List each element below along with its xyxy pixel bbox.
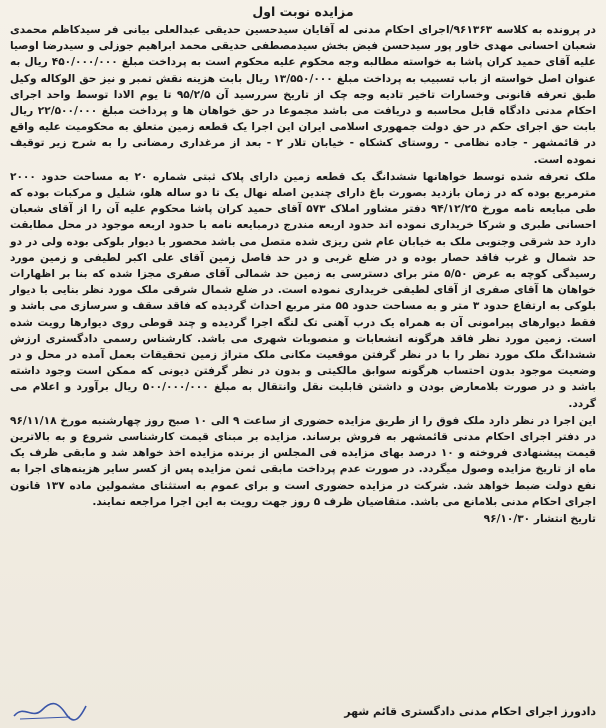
notice-paragraph-case: در پرونده به کلاسه ۹۶۱۳۶۳/اجرای احکام مدنی له آقایان سیدحسین حدیقی عبدالعلی بیانی فر سیدکاظم محمدی شعبان احسانی مهدی خاور پور سیدحسن فیض بخش سیدمصطفی حدیقی محمد ابراهیم جوزلی و سیدرضا اوصیا علیه آقای حمید کران پاشا به خواسته مطالبه وجه محکوم علیه محکوم است به پرداخت مبلغ ۴۵۰/۰۰۰/۰۰۰ ریال به عنوان اصل خواسته از باب تسبیب به پرداخت مبلغ ۱۳/۵۵۰/۰۰۰ ریال بابت هزینه نقش تمبر و نیز حق الوکاله وکیل طبق تعرفه قانونی وخسارات تاخیر تادیه وجه چک از تاریخ سررسید آن ۹۵/۲/۵ تا یوم الادا توسط واحد اجرای احکام مدنی دادگاه قابل محاسبه و دریافت می باشد مجموعا در حق خواهان ها و پرداخت مبلغ ۲۲/۵۰۰/۰۰۰ ریال بابت حق اجرای حکم در حق دولت جمهوری اسلامی ایران این اجرا یک قطعه زمین متعلق به محکومیت علیه واقع در قائمشهر - جاده نظامی - روستای کشکاه - خیابان تلار ۲ - بعد از مرغداری رمضانی را به شرح زیر توقیف نموده است.: [10, 24, 596, 166]
notice-paragraph-auction: این اجرا در نظر دارد ملک فوق را از طریق مزایده حضوری از ساعت ۹ الی ۱۰ صبح روز چهارشنبه مورخ ۹۶/۱۱/۱۸ در دفتر اجرای احکام مدنی قائمشهر به فروش برساند. مزایده بر مبنای قیمت کارشناسی شروع و به بالاترین قیمت پیشنهادی فروخته و ۱۰ درصد بهای مزایده فی المجلس از برنده مزایده اخذ خواهد شد و مابقی ظرف یک ماه از تاریخ مزایده وصول میگردد. در صورت عدم پرداخت مابقی ثمن مزایده پس از کسر سایر هزینه‌های اجرا به نفع دولت ضبط خواهد شد. شرکت در مزایده حضوری است و برای عموم به استثنای مشمولین ماده ۱۳۷ قانون اجرای احکام مدنی بلامانع می باشد. متقاضیان ظرف ۵ روز جهت رویت به این اجرا مراجعه نمایند.: [10, 414, 596, 508]
notice-publish-date: تاریخ انتشار ۹۶/۱۰/۳۰: [483, 513, 596, 526]
notice-paragraph-property: ملک تعرفه شده توسط خواهانها ششدانگ یک قطعه زمین دارای پلاک ثبتی شماره ۲۰ به مساحت حدود ۲۰۰۰ مترمربع بوده که در زمان بازدید بصورت باغ دارای چندین اصله نهال یک تا دو ساله هلو، شلیل و مرکبات بوده که طی مبایعه نامه مورخ ۹۴/۱۲/۲۵ دفتر مشاور املاک ۵۷۳ آقای حمید کران پاشا محکوم علیه آن را از آقای شعبان احسانی طبری و شرکا خریداری نموده اند حدود اربعه مندرج درمبایعه نامه با حدود اربعه موجود در محل مطابقت دارد حد شرقی وجنوبی ملک به خیابان عام شن ریزی شده متصل می باشد محصور با دیوار بلوکی بوده ولی در دو حد شمال و غرب فاقد حصار بوده و در ضلع غربی و در حد فاصل زمین آقای علی اکبر لطیفی و زمین مورد رسیدگی کوچه به عرض ۵/۵۰ متر برای دسترسی به زمین حد شمالی آقای صفری مجزا شده که بنا بر اظهارات خواهان ها آقای صفری از آقای لطیفی خریداری نموده است. در ضلع شمال شرقی ملک مورد نظر بنایی با دیوار بلوکی به ارتفاع حدود ۳ متر و به مساحت حدود ۵۵ متر مربع احداث گردیده که فاقد سقف و سرسازی می باشد و فقط دیوارهای پیرامونی آن به همراه یک درب آهنی تک لنگه اجرا گردیده و چند قوطی روی دیوارها رویت شده است. زمین مورد نظر فاقد هرگونه انشعابات و منصوبات شهری می باشد. کارشناس رسمی دادگستری ارزش ششدانگ ملک مورد نظر را با در نظر گرفتن موقعیت مکانی ملک متراژ زمین تحقیقات بعمل آمده در محل و در وضعیت موجود بدون احتساب هرگونه سوابق مالکیتی و بدون در نظر گرفتن دیونی که ممکن است وجود داشته باشد و در صورت بلامعارض بودن و داشتن قابلیت نقل وانتقال به مبلغ ۵۰۰/۰۰۰/۰۰۰ ریال برآورد و اعلام می گردد.: [10, 170, 597, 410]
notice-signature: دادورز اجرای احکام مدنی دادگستری قائم شهر: [344, 704, 596, 718]
signature-scribble-icon: [10, 700, 90, 722]
notice-footer: [10, 700, 596, 722]
notice-title: مزایده نوبت اول: [252, 4, 354, 19]
